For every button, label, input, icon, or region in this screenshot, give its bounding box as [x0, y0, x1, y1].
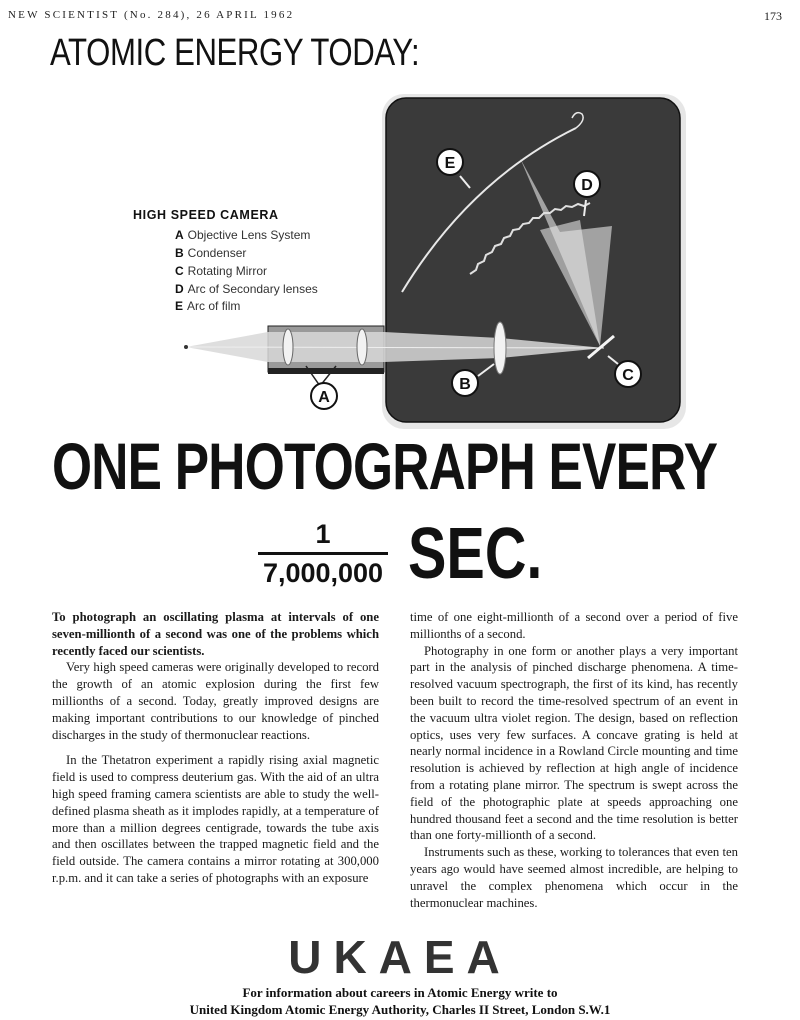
unit-sec: SEC. [408, 514, 543, 594]
fraction [258, 519, 388, 588]
legend-item-b [175, 246, 246, 260]
legend-label: Condenser [187, 246, 247, 260]
callout-d-label: D [581, 177, 593, 194]
condenser-lens [494, 322, 506, 374]
page-number: 173 [764, 9, 782, 23]
callout-b-label: B [459, 376, 471, 393]
body-paragraph: Very high speed cameras were originally developed to record the growth of an atomic explosion during the first few millionths of a second. Today, greatly improved designs are making important contributions to our knowledge of pinched discharges in the study of thermonuclear reactions. [52, 660, 379, 742]
camera-diagram [0, 80, 800, 430]
body-paragraph: In the Thetatron experiment a rapidly rising axial magnetic field is used to compress deuterium gas. With the aid of an ultra high speed framing camera scientists are able to study the well-defined plasma sheath as it implodes rapidly, at a temperature of more than a million degrees centigrade, towards the tube axis and then oscillates between the trapped magnetic field and the field outside. The camera contains a mirror rotating at 300,000 r.p.m. and it can take a series of photographs with an exposure [52, 753, 379, 885]
footer-line-2: United Kingdom Atomic Energy Authority, Charles II Street, London S.W.1 [189, 1002, 611, 1017]
callout-c-label: C [622, 367, 634, 384]
legend-key: A [175, 228, 184, 242]
legend-label: Arc of Secondary lenses [187, 282, 318, 296]
callout-e-label: E [444, 155, 456, 172]
legend-key: B [175, 246, 184, 260]
headline: ATOMIC ENERGY TODAY: [50, 32, 420, 74]
body-paragraph: Photography in one form or another plays a very important part in the analysis of pinched discharge phenomena. A time-resolved vacuum spectrograph, the first of its kind, has recently been built to record the time-resolved spectrum of an event in the vacuum ultra violet region. The design, based on reflection optics, uses very few surfaces. A concave grating is held at nearly normal incidence in a Rowland Circle mounting and time resolution is achieved by reflection at high angle of incidence from a rotating plane mirror. The spectrum is swept across the field of the photographic plate at speeds approaching one hundred thousand feet a second and the time resolution is better than one forty-millionth of a second. [410, 643, 738, 843]
legend-key: C [175, 264, 184, 278]
callout-a [311, 383, 337, 409]
objective-lens-2 [357, 329, 367, 365]
lead-paragraph: To photograph an oscillating plasma at intervals of one seven-millionth of a second was one of the problems which recently faced our scientists. [52, 610, 379, 658]
legend-key: E [175, 299, 184, 313]
body-paragraph: Instruments such as these, working to tolerances that even ten years ago would have seemed almost incredible, are helping to unravel the complex phenomena which occur in the thermonuclear machines. [410, 845, 738, 910]
running-head: NEW SCIENTIST (No. 284), 26 APRIL 1962 [8, 9, 295, 21]
footer-line-1: For information about careers in Atomic Energy write to [242, 985, 558, 1000]
legend-item-e [175, 299, 240, 313]
callout-e [437, 149, 463, 175]
legend-item-a [175, 228, 310, 242]
callout-d [574, 171, 600, 197]
callout-c [615, 361, 641, 387]
ukaea-logo: UKAEA [288, 931, 512, 983]
legend-item-c [175, 264, 267, 278]
body-column-left [52, 609, 379, 887]
fraction-denominator: 7,000,000 [262, 558, 384, 588]
callout-a-label: A [318, 389, 330, 406]
legend-label: Objective Lens System [187, 228, 311, 242]
body-paragraph: time of one eight-millionth of a second over a period of five millionths of a second. [410, 610, 738, 641]
legend-label: Rotating Mirror [187, 264, 268, 278]
body-column-right [410, 609, 738, 911]
legend-label: Arc of film [187, 299, 241, 313]
legend-key: D [175, 282, 184, 296]
objective-lens-1 [283, 329, 293, 365]
callout-b [452, 370, 478, 396]
legend-item-d [175, 282, 318, 296]
legend-title: HIGH SPEED CAMERA [133, 208, 279, 222]
big-title: ONE PHOTOGRAPH EVERY [52, 429, 718, 503]
fraction-bar [258, 552, 388, 555]
fraction-numerator: 1 [315, 519, 331, 549]
